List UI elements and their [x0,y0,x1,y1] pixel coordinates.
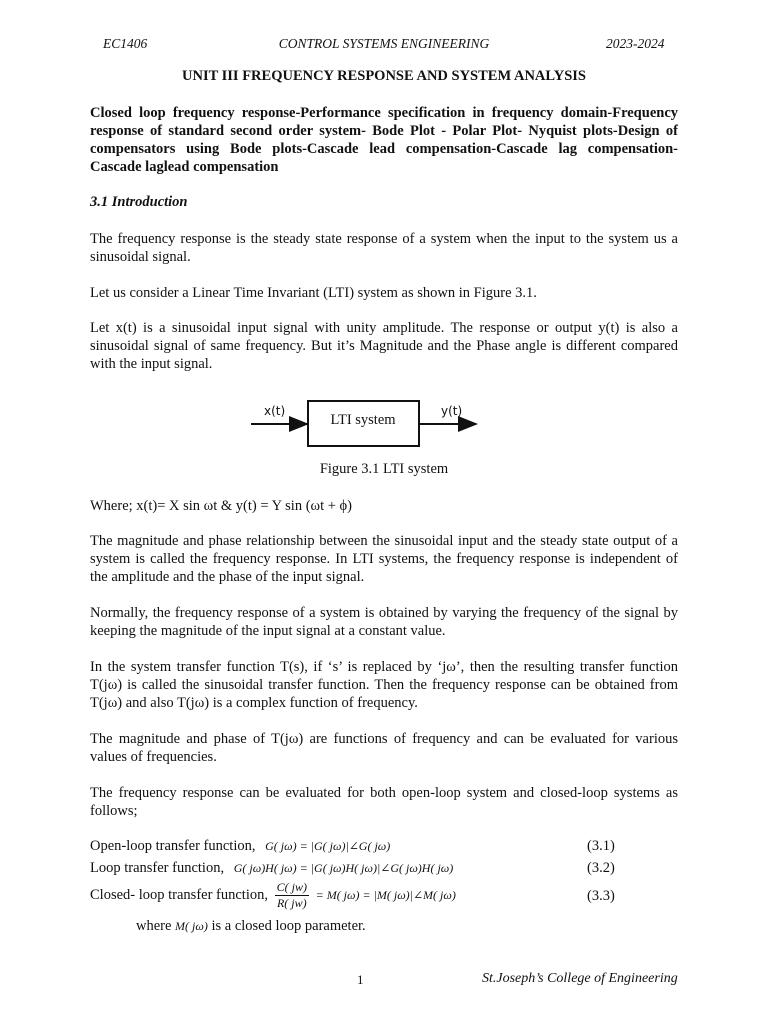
fraction [275,880,309,911]
equation-formula: G( jω) = |G( jω)|∠G( jω) [265,839,391,853]
output-label: y(t) [441,404,463,418]
paragraph-7: In the system transfer function T(s), if ‘s’ is replaced by ‘jω’, then the resulting transfer function T(jω) is called the sinusoidal transfer function. Then the frequency response can be obtained from T(jω) and also T(jω) is a complex function of frequency. [90,659,678,711]
where-symbol: M( jω) [175,919,208,933]
equation-number: (3.2) [587,860,615,876]
paragraph-1: The frequency response is the steady state response of a system when the input to the system us a sinusoidal signal. [90,231,678,265]
equation-label: Closed- loop transfer function, [90,887,268,903]
equation-open-loop [90,838,690,858]
paragraph-6: Normally, the frequency response of a system is obtained by varying the frequency of the signal by keeping the magnitude of the input signal at a constant value. [90,605,678,639]
equation-formula: G( jω)H( jω) = |G( jω)H( jω)|∠G( jω)H( jω) [233,861,454,875]
fraction-numerator: C( jw) [276,880,307,894]
footer-college: St.Joseph’s College of Engineering [482,971,678,986]
figure-caption: Figure 3.1 LTI system [319,461,449,477]
syllabus-topics: Closed loop frequency response-Performance specification in frequency domain-Frequency response of standard second order system- Bode Plot - Polar Plot- Nyquist plots-Design of compensators using Bode plots-Cascade lead compensation-Cascade lag compensation-Cascade laglead compensation [90,105,678,175]
paragraph-8: The magnitude and phase of T(jω) are functions of frequency and can be evaluated for various values of frequencies. [90,731,678,765]
equation-closed-loop [90,880,690,916]
header-course-code: EC1406 [103,36,148,51]
fraction-denominator: R( jw) [276,896,307,910]
where-suffix: is a closed loop parameter. [211,918,366,934]
equation-label: Open-loop transfer function, [90,838,256,854]
equation-label: Loop transfer function, [90,860,225,876]
input-label: x(t) [264,404,286,418]
box-label: LTI system [330,412,396,428]
equation-number: (3.3) [587,888,615,904]
paragraph-9: The frequency response can be evaluated for both open-loop system and closed-loop systems as follows; [90,785,678,819]
header-year: 2023-2024 [606,36,665,51]
header-course-name: CONTROL SYSTEMS ENGINEERING [278,36,490,51]
equation-number: (3.1) [587,838,615,854]
paragraph-2: Let us consider a Linear Time Invariant (LTI) system as shown in Figure 3.1. [90,285,537,301]
section-title: 3.1 Introduction [90,194,188,210]
equation-formula: = M( jω) = |M( jω)|∠M( jω) [315,888,456,902]
unit-title: UNIT III FREQUENCY RESPONSE AND SYSTEM ANALYSIS [182,68,586,84]
paragraph-4: Where; x(t)= X sin ωt & y(t) = Y sin (ωt + ϕ) [90,498,352,514]
paragraph-5: The magnitude and phase relationship between the sinusoidal input and the steady state output of a system is called the frequency response. In LTI systems, the frequency response is independent of the amplitude and the phase of the input signal. [90,533,678,585]
lti-block-diagram [0,0,768,460]
where-note [136,918,366,935]
paragraph-3: Let x(t) is a sinusoidal input signal with unity amplitude. The response or output y(t) is also a sinusoidal signal of same frequency. But it’s Magnitude and the Phase angle is different compared with the input signal. [90,320,678,372]
where-prefix: where [136,918,172,934]
page-number: 1 [357,972,364,987]
equation-loop [90,860,690,880]
